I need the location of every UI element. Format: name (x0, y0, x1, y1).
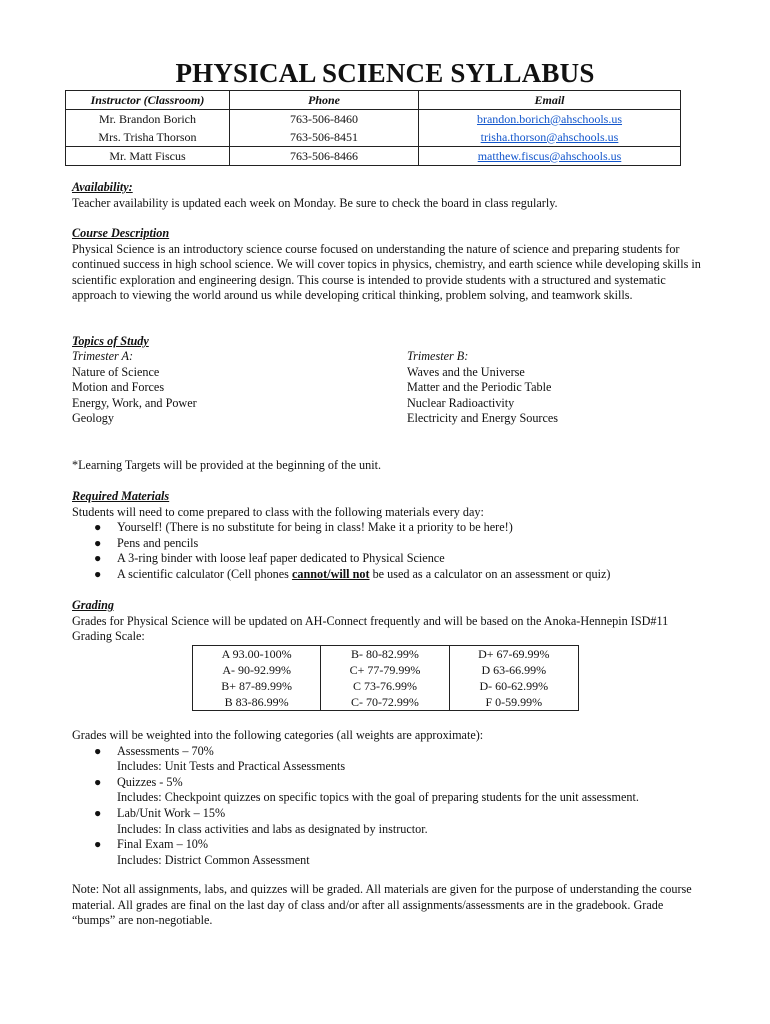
bullet-icon: ● (94, 535, 102, 550)
grade-cell: C 73-76.99% (321, 678, 449, 694)
list-item (72, 837, 702, 868)
instructor-email-cell (419, 147, 681, 166)
weights-list (72, 744, 702, 869)
topic-item: Nuclear Radioactivity (407, 395, 515, 410)
grade-cell: A- 90-92.99% (193, 662, 321, 678)
list-item (72, 520, 702, 536)
grade-cell: F 0-59.99% (449, 694, 578, 711)
instructor-name: Mr. Matt Fiscus (66, 147, 230, 166)
list-item (72, 551, 702, 567)
category-name: Final Exam – 10% (117, 837, 209, 852)
course-description-section (72, 226, 702, 304)
instructor-phone: 763-506-8451 (230, 128, 419, 147)
grade-cell: C- 70-72.99% (321, 694, 449, 711)
list-item (72, 806, 702, 837)
material-text-before: A scientific calculator (Cell phones (117, 566, 292, 581)
material-emphasis: cannot/will not (291, 566, 370, 581)
bullet-icon: ● (94, 743, 102, 758)
header-instructor: Instructor (Classroom) (66, 91, 230, 110)
category-name: Lab/Unit Work – 15% (117, 805, 226, 820)
grade-cell: D 63-66.99% (449, 662, 578, 678)
table-row (193, 678, 579, 694)
grading-scale-table (192, 645, 579, 711)
instructor-email-cell (419, 128, 681, 147)
availability-text: Teacher availability is updated each week on Monday. Be sure to check the board in class regularly. (72, 195, 558, 210)
availability-heading: Availability: (72, 180, 133, 194)
list-item (72, 567, 702, 583)
learning-targets-note-block (72, 458, 702, 474)
weights-intro: Grades will be weighted into the following categories (all weights are approximate): (72, 728, 484, 742)
grade-cell: A 93.00-100% (193, 646, 321, 663)
course-description-heading: Course Description (72, 226, 170, 240)
instructor-name: Mr. Brandon Borich (66, 110, 230, 129)
list-item (72, 536, 702, 552)
table-row (193, 646, 579, 663)
instructor-name: Mrs. Trisha Thorson (66, 128, 230, 147)
contact-row (66, 128, 681, 147)
category-name: Assessments – 70% (117, 743, 214, 758)
course-description-text: Physical Science is an introductory science course focused on understanding the nature of science and preparing students for continued success in high school science. We will cover topics in physics, chemistry, and earth science while developing skills in scientific exploration and engineering design. This course is intended to provide students with a structured and systematic approach to viewing the world around us while developing critical thinking, problem solving, and teamwork skills. (72, 241, 701, 303)
bullet-icon: ● (94, 551, 102, 566)
page-title: PHYSICAL SCIENCE SYLLABUS (175, 58, 595, 88)
grading-note: Note: Not all assignments, labs, and quizzes will be graded. All materials are given for the purpose of understanding the course material. All grades are final on the last day of class and/or after all assignments/assessments are in the gradebook. Grade “bumps” are non-negotiable. (72, 882, 692, 928)
materials-section (72, 489, 702, 583)
grade-cell: B+ 87-89.99% (193, 678, 321, 694)
material-text-after: be used as a calculator on an assessment or quiz) (369, 566, 611, 581)
contact-row (66, 110, 681, 129)
grading-section (72, 598, 702, 645)
table-row (193, 662, 579, 678)
list-item (72, 744, 702, 775)
contact-table (65, 90, 681, 166)
bullet-icon: ● (94, 566, 102, 581)
instructor-phone: 763-506-8466 (230, 147, 419, 166)
grade-cell: B- 80-82.99% (321, 646, 449, 663)
category-includes: Includes: In class activities and labs as designated by instructor. (117, 821, 428, 836)
list-item (72, 775, 702, 806)
topic-item: Motion and Forces (72, 380, 165, 395)
grading-intro: Grades for Physical Science will be updated on AH-Connect frequently and will be based on the Anoka-Hennepin ISD#11 Grading Scale: (72, 613, 669, 644)
category-includes: Includes: Unit Tests and Practical Assessments (117, 759, 346, 774)
bullet-icon: ● (94, 805, 102, 820)
materials-heading: Required Materials (72, 489, 170, 503)
material-text: A 3-ring binder with loose leaf paper dedicated to Physical Science (117, 551, 445, 566)
topics-heading: Topics of Study (72, 334, 149, 348)
trimester-a (72, 349, 372, 427)
grading-heading: Grading (72, 598, 114, 612)
instructor-phone: 763-506-8460 (230, 110, 419, 129)
bullet-icon: ● (94, 774, 102, 789)
materials-list (72, 520, 702, 582)
contact-row (66, 147, 681, 166)
trimester-b-label: Trimester B: (407, 349, 469, 363)
table-row (193, 694, 579, 711)
availability-section (72, 180, 702, 211)
instructor-email-link[interactable]: trisha.thorson@ahschools.us (480, 129, 619, 144)
trimester-b (407, 349, 707, 427)
material-text: Pens and pencils (117, 535, 199, 550)
grading-note-block (72, 882, 702, 929)
topic-item: Waves and the Universe (407, 364, 525, 379)
topic-item: Electricity and Energy Sources (407, 411, 559, 426)
category-name: Quizzes - 5% (117, 774, 183, 789)
grade-cell: D- 60-62.99% (449, 678, 578, 694)
material-text: Yourself! (There is no substitute for being in class! Make it a priority to be here!) (117, 520, 513, 535)
weights-section (72, 728, 702, 868)
topic-item: Matter and the Periodic Table (407, 380, 552, 395)
bullet-icon: ● (94, 520, 102, 535)
category-includes: Includes: District Common Assessment (117, 852, 310, 867)
contact-header-row (66, 91, 681, 110)
grade-cell: B 83-86.99% (193, 694, 321, 711)
materials-intro: Students will need to come prepared to class with the following materials every day: (72, 504, 484, 519)
learning-targets-note: *Learning Targets will be provided at the beginning of the unit. (72, 458, 382, 472)
topics-heading-block (72, 334, 702, 350)
instructor-email-link[interactable]: brandon.borich@ahschools.us (476, 111, 623, 126)
header-email: Email (419, 91, 681, 110)
grade-cell: C+ 77-79.99% (321, 662, 449, 678)
grade-cell: D+ 67-69.99% (449, 646, 578, 663)
topic-item: Geology (72, 411, 114, 426)
topic-item: Nature of Science (72, 364, 160, 379)
instructor-email-link[interactable]: matthew.fiscus@ahschools.us (477, 148, 622, 163)
bullet-icon: ● (94, 837, 102, 852)
trimester-a-label: Trimester A: (72, 349, 134, 363)
category-includes: Includes: Checkpoint quizzes on specific topics with the goal of preparing students for the unit assessment. (117, 790, 639, 805)
topic-item: Energy, Work, and Power (72, 395, 197, 410)
instructor-email-cell (419, 110, 681, 129)
header-phone: Phone (230, 91, 419, 110)
